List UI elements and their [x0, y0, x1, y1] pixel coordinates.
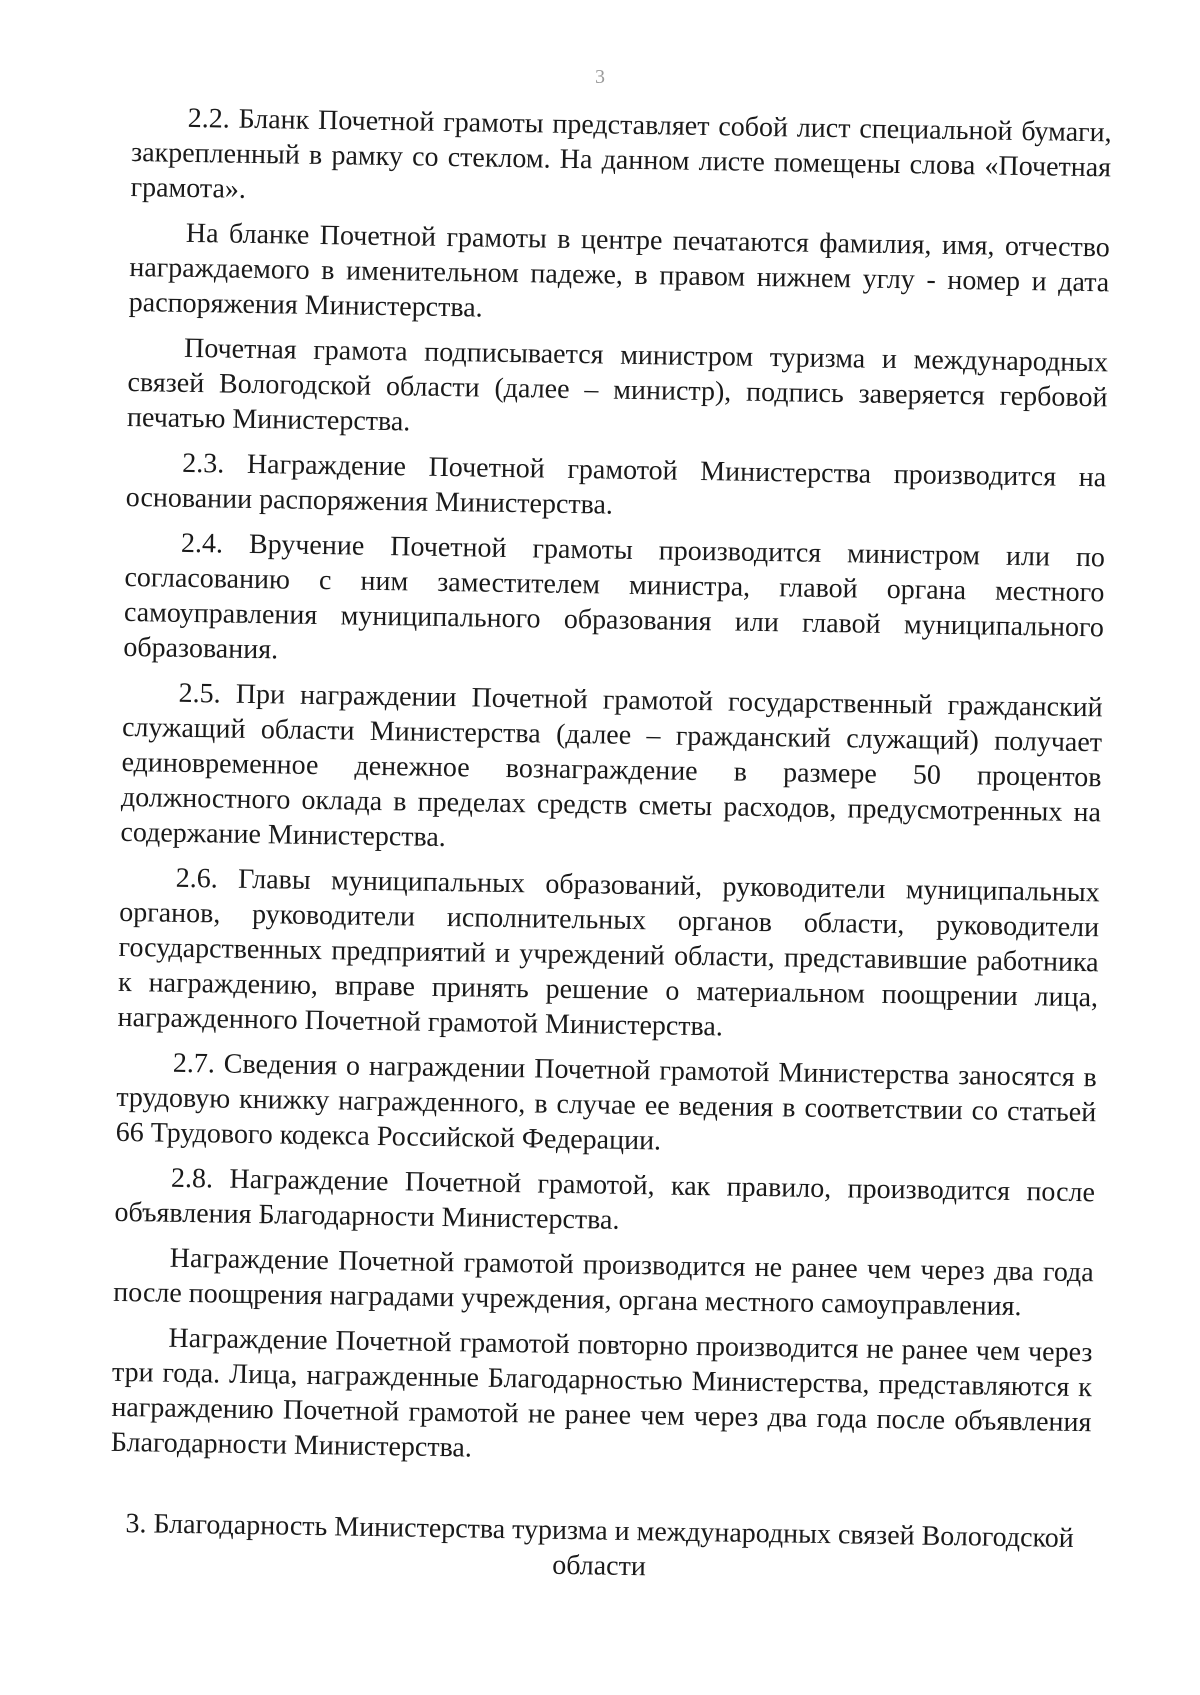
page-number: 3 — [595, 66, 605, 88]
paragraph-2-8: 2.8. Награждение Почетной грамотой, как правило, производится после объявления Благодарности Министерства. — [114, 1162, 1096, 1236]
section-heading: 3. Благодарность Министерства туризма и международных связей Вологодской области — [125, 1508, 1074, 1583]
paragraph-blank-fields: На бланке Почетной грамоты в центре печатаются фамилия, имя, отчество награждаемого в именительном падеже, в правом нижнем углу - номер и дата распоряжения Министерства. — [128, 217, 1111, 324]
paragraph-signature: Почетная грамота подписывается министром туризма и международных связей Вологодской области (далее – министр), подпись заверяется гербовой печатью Министерства. — [126, 332, 1109, 438]
paragraph-2-6: 2.6. Главы муниципальных образований, руководители муниципальных органов, руководители исполнительных органов области, руководители государственных предприятий и учреждений области, представившие работника к награждению, вправе принять решение о материальном поощрении лица, награжденного Почетной грамотой Министерства. — [117, 862, 1100, 1043]
paragraph-two-years-rule: Награждение Почетной грамотой производится не ранее чем через два года после поощрения наградами учреждения, органа местного самоуправления. — [113, 1242, 1094, 1323]
document-body — [109, 100, 1112, 1591]
paragraph-2-7: 2.7. Сведения о награждении Почетной грамотой Министерства заносятся в трудовую книжку награжденного, в случае ее ведения в соответствии со статьей 66 Трудового кодекса Российской Федерации. — [115, 1047, 1098, 1157]
paragraph-2-4: 2.4. Вручение Почетной грамоты производится министром или по согласованию с ним заместителем министра, главой органа местного самоуправления муниципального образования или главой муниципального образования. — [123, 527, 1106, 666]
paragraph-repeat-award-rule: Награждение Почетной грамотой повторно производится не ранее чем через три года. Лица, награжденные Благодарностью Министерства, представляются к награждению Почетной грамотой не ранее чем через два года после объявления Благодарности Министерства. — [110, 1322, 1093, 1464]
paragraph-2-2: 2.2. Бланк Почетной грамоты представляет собой лист специальной бумаги, закрепленный в рамку со стеклом. На данном листе помещены слова «Почетная грамота». — [130, 102, 1112, 205]
paragraph-2-3: 2.3. Награждение Почетной грамотой Министерства производится на основании распоряжения Министерства. — [125, 447, 1107, 521]
paragraph-2-5: 2.5. При награждении Почетной грамотой государственный гражданский служащий области Министерства (далее – гражданский служащий) получает единовременное денежное вознаграждение в размере 50 процентов должностного оклада в пределах средств сметы расходов, предусмотренных на содержание Министерства. — [120, 677, 1103, 854]
